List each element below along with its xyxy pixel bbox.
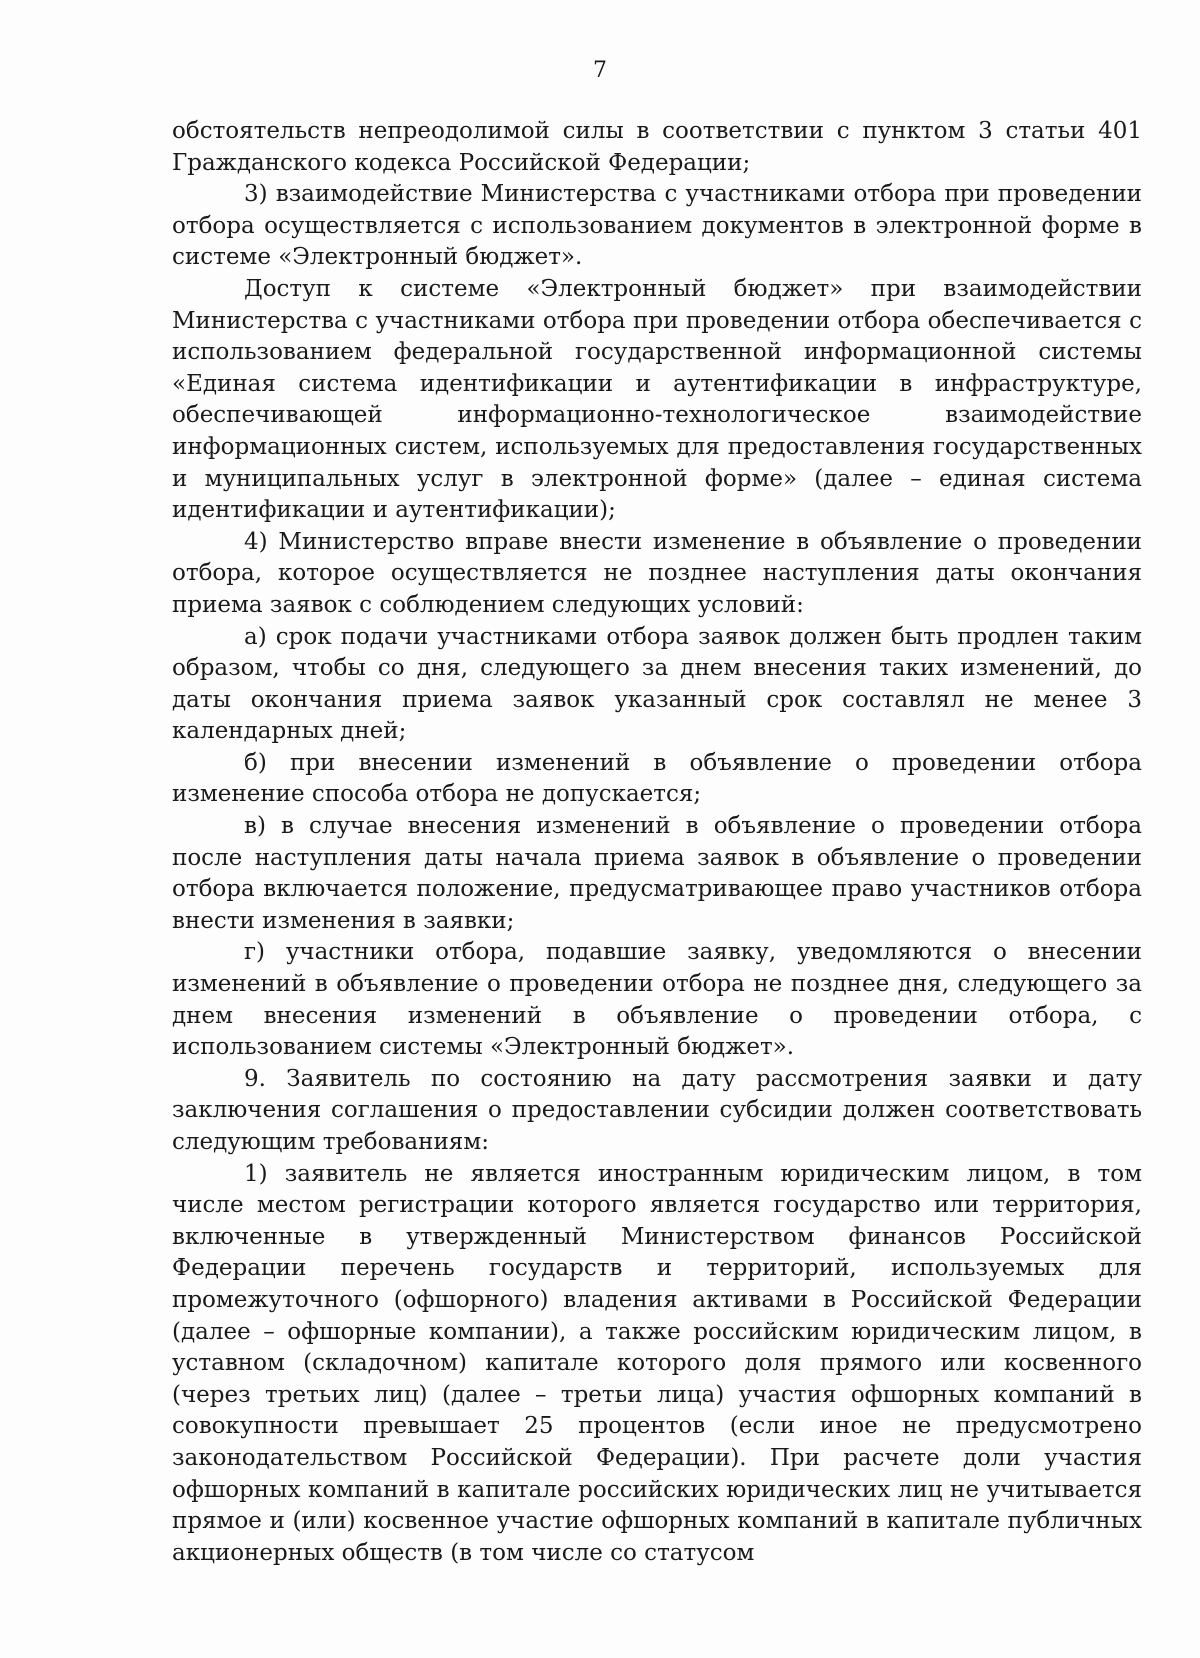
paragraph: обстоятельств непреодолимой силы в соответствии с пунктом 3 статьи 401 Гражданского кодекса Российской Федерации; bbox=[172, 118, 1142, 176]
page-number: 7 bbox=[593, 58, 607, 83]
paragraph: г) участники отбора, подавшие заявку, уведомляются о внесении изменений в объявление о проведении отбора не позднее дня, следующего за днем внесения изменений в объявление о проведении отбора, с использованием системы «Электронный бюджет». bbox=[172, 939, 1142, 1061]
paragraph: 4) Министерство вправе внести изменение в объявление о проведении отбора, которое осуществляется не позднее наступления даты окончания приема заявок с соблюдением следующих условий: bbox=[172, 528, 1142, 618]
paragraph: 3) взаимодействие Министерства с участниками отбора при проведении отбора осуществляется с использованием документов в электронной форме в системе «Электронный бюджет». bbox=[172, 181, 1142, 271]
paragraph: 9. Заявитель по состоянию на дату рассмотрения заявки и дату заключения соглашения о предоставлении субсидии должен соответствовать следующим требованиям: bbox=[172, 1065, 1142, 1155]
paragraph: а) срок подачи участниками отбора заявок должен быть продлен таким образом, чтобы со дня, следующего за днем внесения таких изменений, до даты окончания приема заявок указанный срок составлял не менее 3 календарных дней; bbox=[172, 623, 1142, 745]
paragraph: 1) заявитель не является иностранным юридическим лицом, в том числе местом регистрации которого является государство или территория, включенные в утвержденный Министерством финансов Российской Федерации перечень государств и территорий, используемых для промежуточного (офшорного) владения активами в Российской Федерации (далее – офшорные компании), а также российским юридическим лицом, в уставном (складочном) капитале которого доля прямого или косвенного (через третьих лиц) (далее – третьи лица) участия офшорных компаний в совокупности превышает 25 процентов (если иное не предусмотрено законодательством Российской Федерации). При расчете доли участия офшорных компаний в капитале российских юридических лиц не учитывается прямое и (или) косвенное участие офшорных компаний в капитале публичных акционерных обществ (в том числе со статусом bbox=[172, 1160, 1142, 1566]
document-body bbox=[172, 116, 1142, 1569]
paragraph: Доступ к системе «Электронный бюджет» при взаимодействии Министерства с участниками отбора при проведении отбора обеспечивается с использованием федеральной государственной информационной системы «Единая система идентификации и аутентификации в инфраструктуре, обеспечивающей информационно-технологическое взаимодействие информационных систем, используемых для предоставления государственных и муниципальных услуг в электронной форме» (далее – единая система идентификации и аутентификации); bbox=[172, 275, 1142, 524]
paragraph: в) в случае внесения изменений в объявление о проведении отбора после наступления даты начала приема заявок в объявление о проведении отбора включается положение, предусматривающее право участников отбора внести изменения в заявки; bbox=[172, 813, 1142, 934]
paragraph: б) при внесении изменений в объявление о проведении отбора изменение способа отбора не допускается; bbox=[172, 749, 1142, 808]
